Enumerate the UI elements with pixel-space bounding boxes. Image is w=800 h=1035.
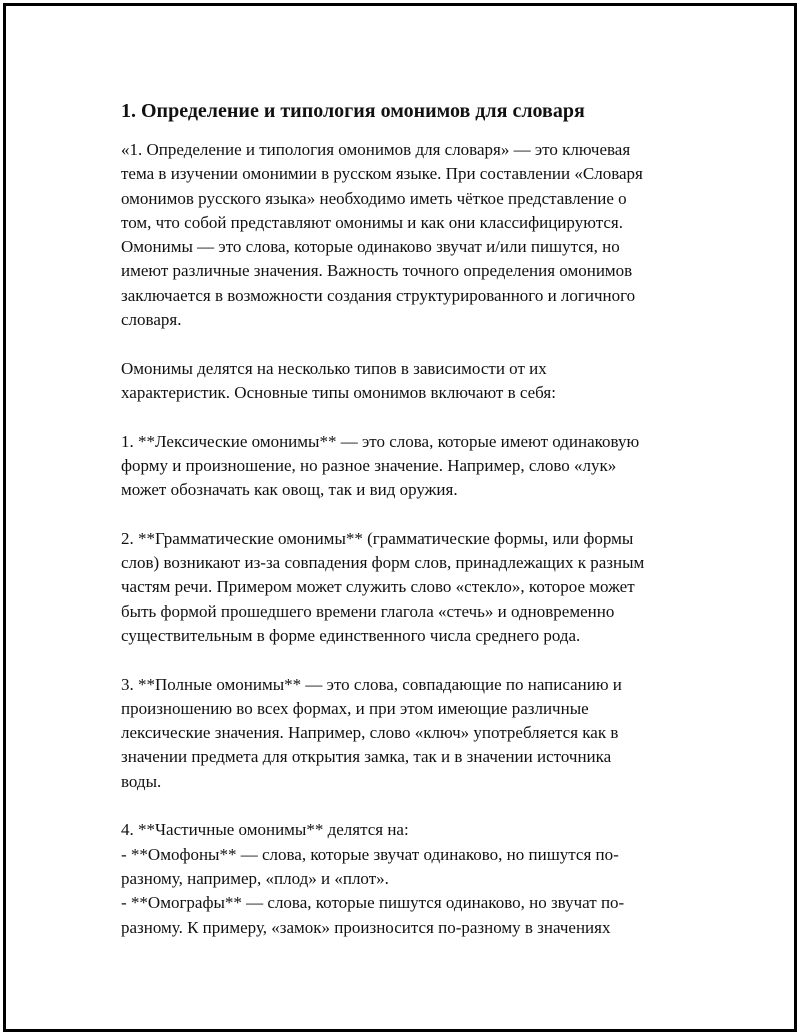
paragraph-spacer <box>121 794 701 818</box>
paragraph-types-intro: Омонимы делятся на несколько типов в зависимости от их характеристик. Основные типы омонимов включают в себя: <box>121 358 556 402</box>
paragraph-spacer <box>121 332 701 356</box>
paragraph-spacer <box>121 405 701 429</box>
section-heading: 1. Определение и типология омонимов для словаря <box>121 100 585 122</box>
paragraph-partial-homonyms: 4. **Частичные омонимы** делятся на: - **Омофоны** — слова, которые звучат одинаково, но пишутся по- разному, например, «плод» и «плот». - **Омографы** — слова, которые пишутся одинаково, но звучат по- разному. К примеру, «замок» произносится по-разному в значениях <box>121 820 625 937</box>
paragraph-lexical-homonyms: 1. **Лексические омонимы** — это слова, которые имеют одинаковую форму и произношение, но разное значение. Например, слово «лук» может обозначать как овощ, так и вид оружия. <box>121 431 640 500</box>
paragraph-intro: «1. Определение и типология омонимов для словаря» — это ключевая тема в изучении омонимии в русском языке. При составлении «Словаря омонимов русского языка» необходимо иметь чёткое представление о том, что собой представляют омонимы и как они классифицируются. Омонимы — это слова, которые одинаково звучат и/или пишутся, но имеют различные значения. Важность точного определения омонимов заключается в возможности создания структурированного и логичного словаря. <box>121 140 643 330</box>
paragraph-grammatical-homonyms: 2. **Грамматические омонимы** (грамматические формы, или формы слов) возникают из-за совпадения форм слов, принадлежащих к разным частям речи. Примером может служить слово «стекло», которое может быть формой прошедшего времени глагола «стечь» и одновременно существительным в форме единственного числа среднего рода. <box>121 528 645 645</box>
paragraph-spacer <box>121 648 701 672</box>
page-frame <box>3 3 797 1032</box>
document-body <box>121 98 701 940</box>
paragraph-full-homonyms: 3. **Полные омонимы** — это слова, совпадающие по написанию и произношению во всех формах, и при этом имеющие различные лексические значения. Например, слово «ключ» употребляется как в значении предмета для открытия замка, так и в значении источника воды. <box>121 674 622 791</box>
paragraph-spacer <box>121 502 701 526</box>
